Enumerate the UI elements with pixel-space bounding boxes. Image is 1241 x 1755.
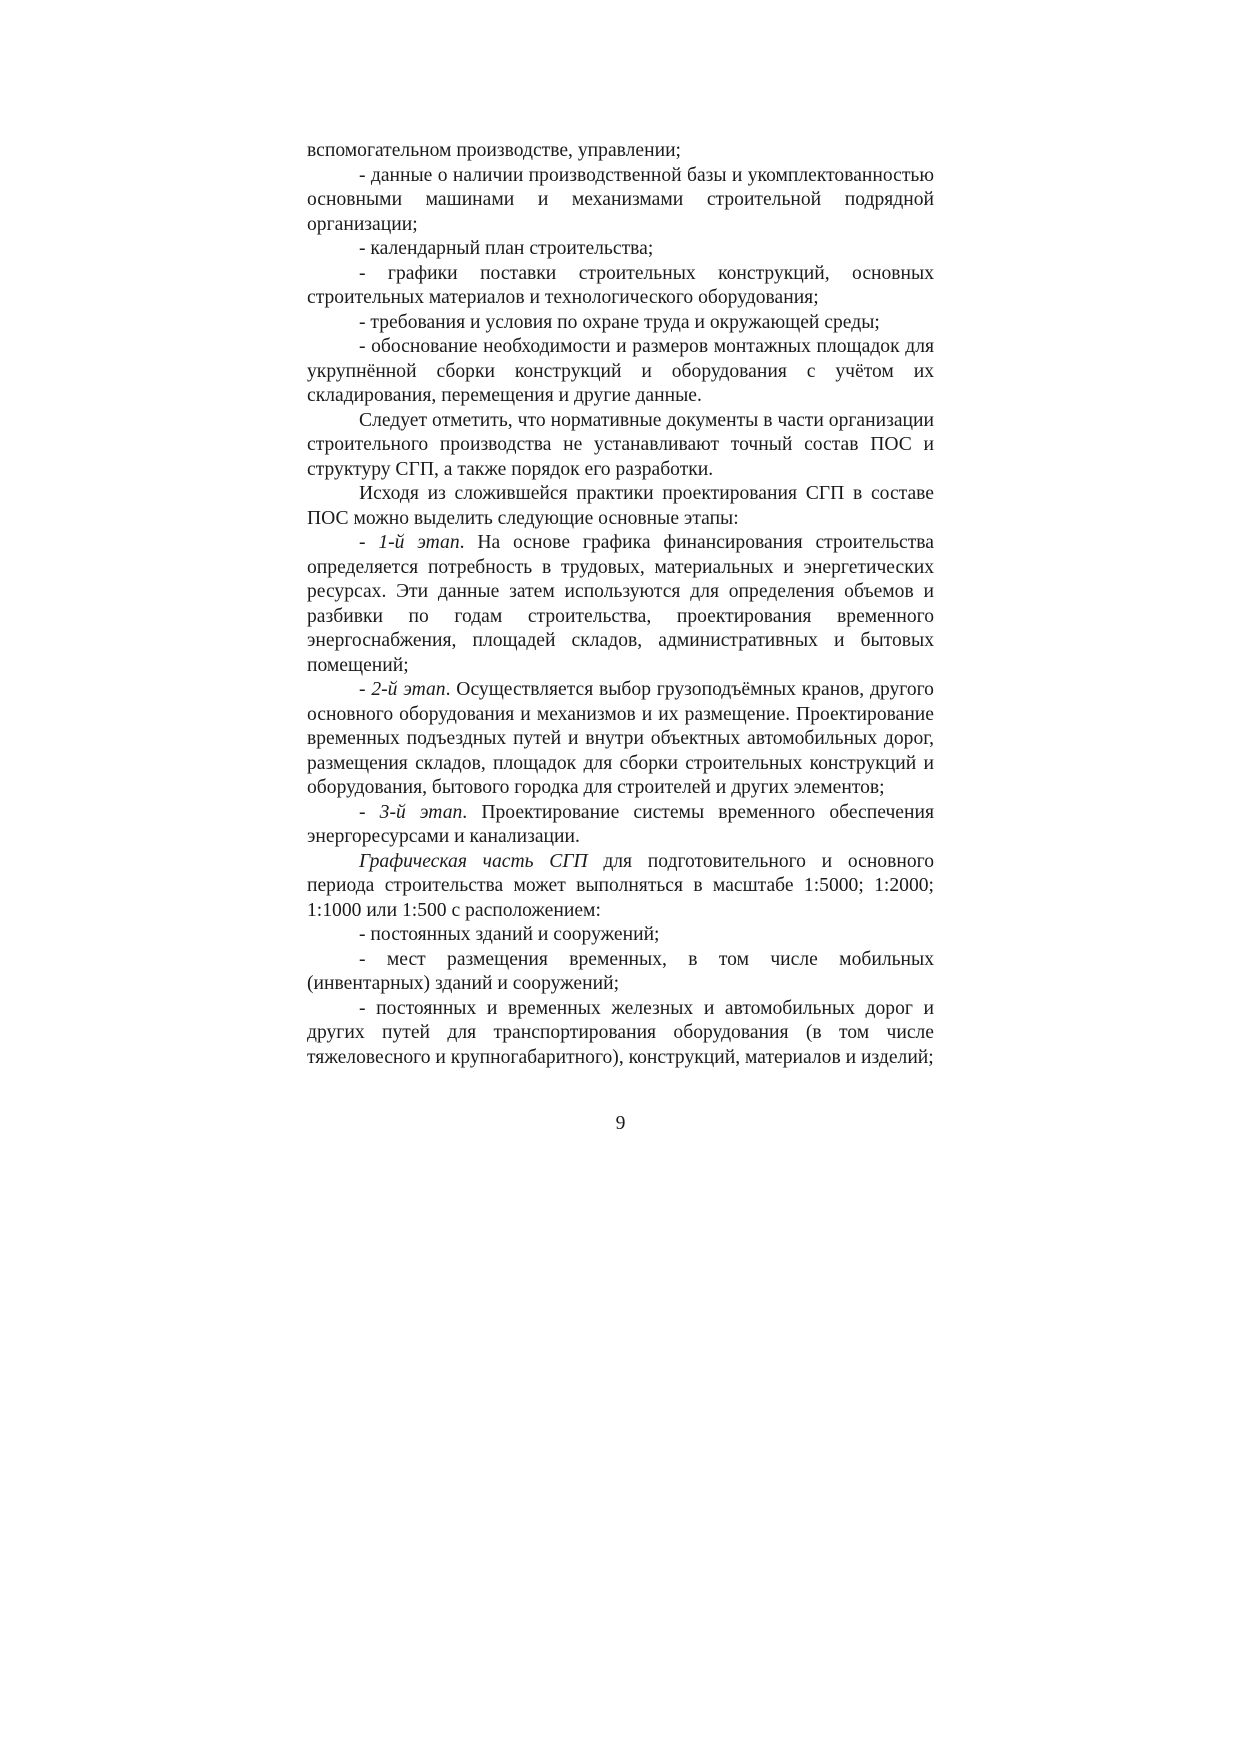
- list-item-calendar-plan: - календарный план строительства;: [359, 238, 654, 259]
- paragraph-continuation: вспомогательном производстве, управлении;: [307, 140, 682, 161]
- list-item-delivery-schedules: - графики поставки строительных конструкций, основных строительных материалов и технологического оборудования;: [307, 262, 934, 308]
- graphic-part-term: Графическая часть СГП: [359, 850, 588, 872]
- stage-1-text: . На основе графика финансирования строительства определяется потребность в трудовых, материальных и энергетических ресурсах. Эти данные затем используются для определения объемов и разбивки по годам строительства, проектирования временного энергоснабжения, площадей складов, административных и бытовых помещений;: [307, 532, 934, 676]
- list-item-stage-2: [307, 678, 934, 801]
- stage-1-title: 1-й этап: [378, 532, 460, 553]
- list-item-stage-3: [307, 801, 934, 850]
- graphic-part-text: для подготовительного и основного периода строительства может выполняться в масштабе 1:5000; 1:2000; 1:1000 или 1:500 с расположением:: [307, 850, 934, 921]
- list-item-assembly-sites: - обоснование необходимости и размеров монтажных площадок для укрупнённой сборки конструкций и оборудования с учётом их складирования, перемещения и другие данные.: [307, 336, 934, 406]
- stage-1-prefix: -: [359, 532, 379, 553]
- stage-3-title: 3-й этап: [379, 801, 463, 823]
- stage-2-prefix: -: [359, 679, 372, 700]
- paragraph-design-stages-intro: Исходя из сложившейся практики проектирования СГП в составе ПОС можно выделить следующие основные этапы:: [307, 483, 934, 529]
- document-body: [307, 139, 934, 1070]
- list-item-temporary-buildings: - мест размещения временных, в том числе мобильных (инвентарных) зданий и сооружений;: [307, 948, 934, 994]
- paragraph-graphic-part: [307, 850, 934, 924]
- list-item-labor-protection: - требования и условия по охране труда и окружающей среды;: [359, 311, 880, 333]
- stage-3-text: . Проектирование системы временного обеспечения энергоресурсами и канализации.: [307, 801, 934, 847]
- stage-2-text: . Осуществляется выбор грузоподъёмных кранов, другого основного оборудования и механизмов и их размещение. Проектирование временных подъездных путей и внутри объектных автомобильных дорог, размещения складов, площадок для сборки строительных конструкций и оборудования, бытового городка для строителей и других элементов;: [307, 679, 934, 798]
- list-item-permanent-buildings: - постоянных зданий и сооружений;: [359, 924, 660, 945]
- stage-3-prefix: -: [359, 801, 380, 823]
- stage-2-title: 2-й этап: [371, 679, 446, 700]
- list-item-roads: - постоянных и временных железных и автомобильных дорог и других путей для транспортирования оборудования (в том числе тяжеловесного и крупногабаритного), конструкций, материалов и изделий;: [307, 997, 934, 1068]
- list-item-stage-1: [307, 531, 934, 678]
- page-number: 9: [615, 1113, 626, 1134]
- list-item-production-base: - данные о наличии производственной базы и укомплектованностью основными машинами и механизмами строительной подрядной организации;: [307, 164, 934, 235]
- paragraph-normative-documents: Следует отметить, что нормативные документы в части организации строительного производства не устанавливают точный состав ПОС и структуру СГП, а также порядок его разработки.: [307, 409, 934, 480]
